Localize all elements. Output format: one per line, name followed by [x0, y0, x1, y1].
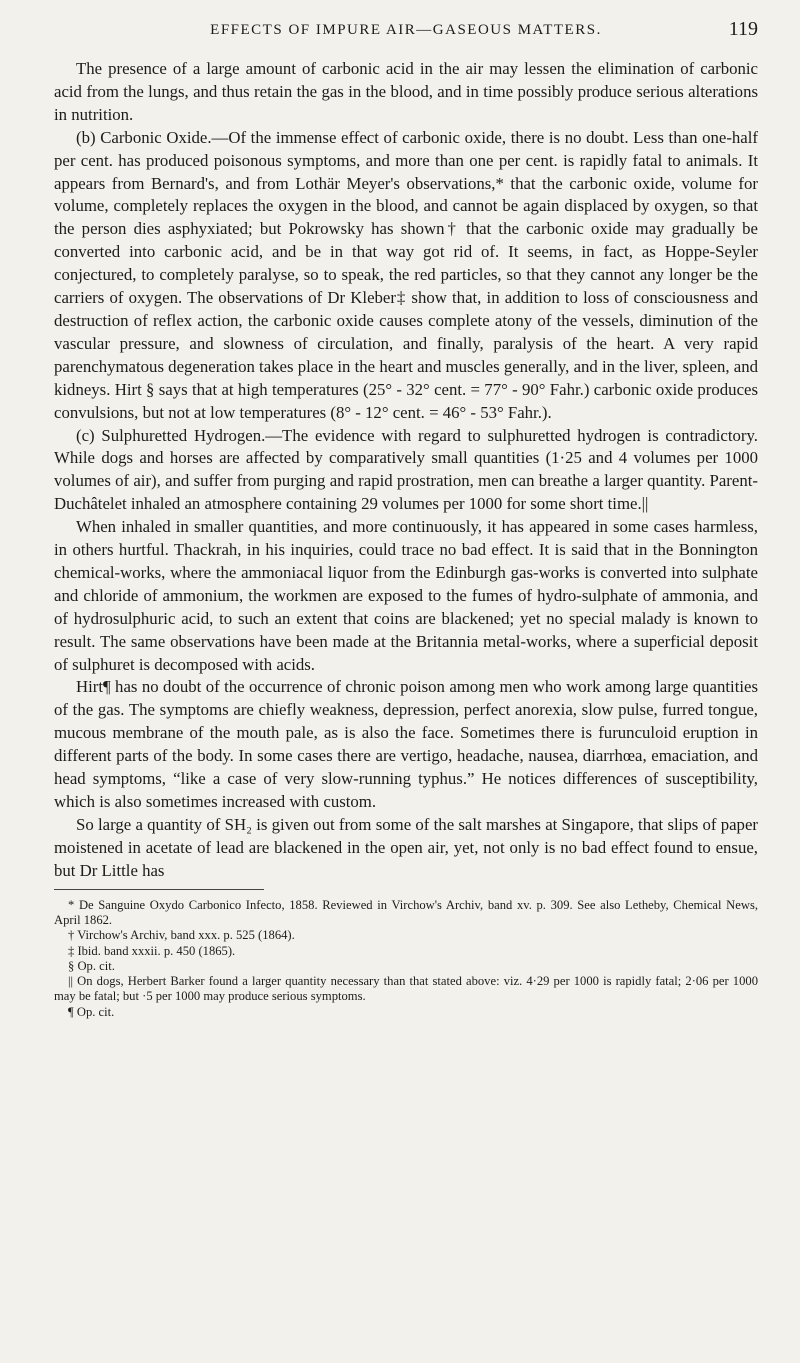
page-header — [54, 14, 758, 58]
running-head: EFFECTS OF IMPURE AIR—GASEOUS MATTERS. — [210, 22, 602, 38]
footnote: || On dogs, Herbert Barker found a larger quantity necessary than that stated above: viz. 4·29 per 1000 is rapidly fatal; 2·06 per 1000 may be fatal; but ·5 per 1000 may produce serious symptoms. — [54, 974, 758, 1004]
footnote: * De Sanguine Oxydo Carbonico Infecto, 1858. Reviewed in Virchow's Archiv, band xv. p. 309. See also Letheby, Chemical News, April 1862. — [54, 897, 758, 927]
footnote: ¶ Op. cit. — [68, 1004, 115, 1019]
paragraph-carbonic-acid: The presence of a large amount of carbonic acid in the air may lessen the elimination of carbonic acid from the lungs, and thus retain the gas in the blood, and in time possibly produce serious alterations in nutrition. — [54, 59, 758, 124]
footnote: † Virchow's Archiv, band xxx. p. 525 (1864). — [68, 928, 295, 943]
paragraph-singapore: So large a quantity of SH₂ is given out from some of the salt marshes at Singapore, that slips of paper moistened in acetate of lead are blackened in the open air, yet, not only is no bad effect found to ensue, but Dr Little has — [54, 814, 758, 880]
body-text — [54, 58, 758, 883]
footnote: ‡ Ibid. band xxxii. p. 450 (1865). — [68, 943, 236, 958]
paragraph-sulphuretted-hydrogen: (c) Sulphuretted Hydrogen.—The evidence with regard to sulphuretted hydrogen is contradictory. While dogs and horses are affected by comparatively small quantities (1·25 and 4 volumes per 1000 volumes of air), and suffer from purging and rapid prostration, men can breathe a larger quantity. Parent-Duchâtelet inhaled an atmosphere containing 29 volumes per 1000 for some short time.|| — [54, 425, 758, 514]
page-number: 119 — [728, 18, 758, 40]
footnote: § Op. cit. — [68, 958, 115, 973]
paragraph-carbonic-oxide: (b) Carbonic Oxide.—Of the immense effect of carbonic oxide, there is no doubt. Less than one-half per cent. has produced poisonous symptoms, and more than one per cent. is rapidly fatal to animals. It appears from Bernard's, and from Lothär Meyer's observations,* that the carbonic oxide, volume for volume, completely replaces the oxygen in the blood, and cannot be again displaced by oxygen, so that the person dies asphyxiated; but Pokrowsky has shown† that the carbonic oxide may gradually be converted into carbonic acid, and be in that way got rid of. It seems, in fact, as Hoppe-Seyler conjectured, to completely paralyse, so to speak, the red particles, so that they cannot any longer be the carriers of oxygen. The observations of Dr Kleber‡ show that, in addition to loss of consciousness and destruction of reflex action, the carbonic oxide causes complete atony of the vessels, diminution of the vascular pressure, and slowness of circulation, and finally, paralysis of the heart. A very rapid parenchymatous degeneration takes place in the heart and muscles generally, and in the liver, spleen, and kidneys. Hirt § says that at high temperatures (25° - 32° cent. = 77° - 90° Fahr.) carbonic oxide produces convulsions, but not at low temperatures (8° - 12° cent. = 46° - 53° Fahr.). — [54, 127, 758, 422]
footnote-divider — [54, 889, 264, 890]
paragraph-smaller-quantities: When inhaled in smaller quantities, and more continuously, it has appeared in some cases harmless, in others hurtful. Thackrah, in his inquiries, could trace no bad effect. It is said that in the Bonnington chemical-works, where the ammoniacal liquor from the Edinburgh gas-works is converted into sulphate and chloride of ammonium, the workmen are exposed to the fumes of hydro-sulphate of ammonia, and of hydrosulphuric acid, to such an extent that coins are blackened; yet no special malady is known to result. The same observations have been made at the Britannia metal-works, where a superficial deposit of sulphuret is decomposed with acids. — [54, 517, 758, 674]
paragraph-chronic-poison: Hirt¶ has no doubt of the occurrence of chronic poison among men who work among large quantities of the gas. The symptoms are chiefly weakness, depression, perfect anorexia, slow pulse, furred tongue, mucous membrane of the mouth pale, as is also the face. Sometimes there is furunculoid eruption in different parts of the body. In some cases there are vertigo, headache, nausea, diarrhœa, emaciation, and head symptoms, “like a case of very slow-running typhus.” He notices differences of susceptibility, which is also sometimes increased with custom. — [54, 677, 758, 811]
footnotes — [54, 898, 758, 1020]
